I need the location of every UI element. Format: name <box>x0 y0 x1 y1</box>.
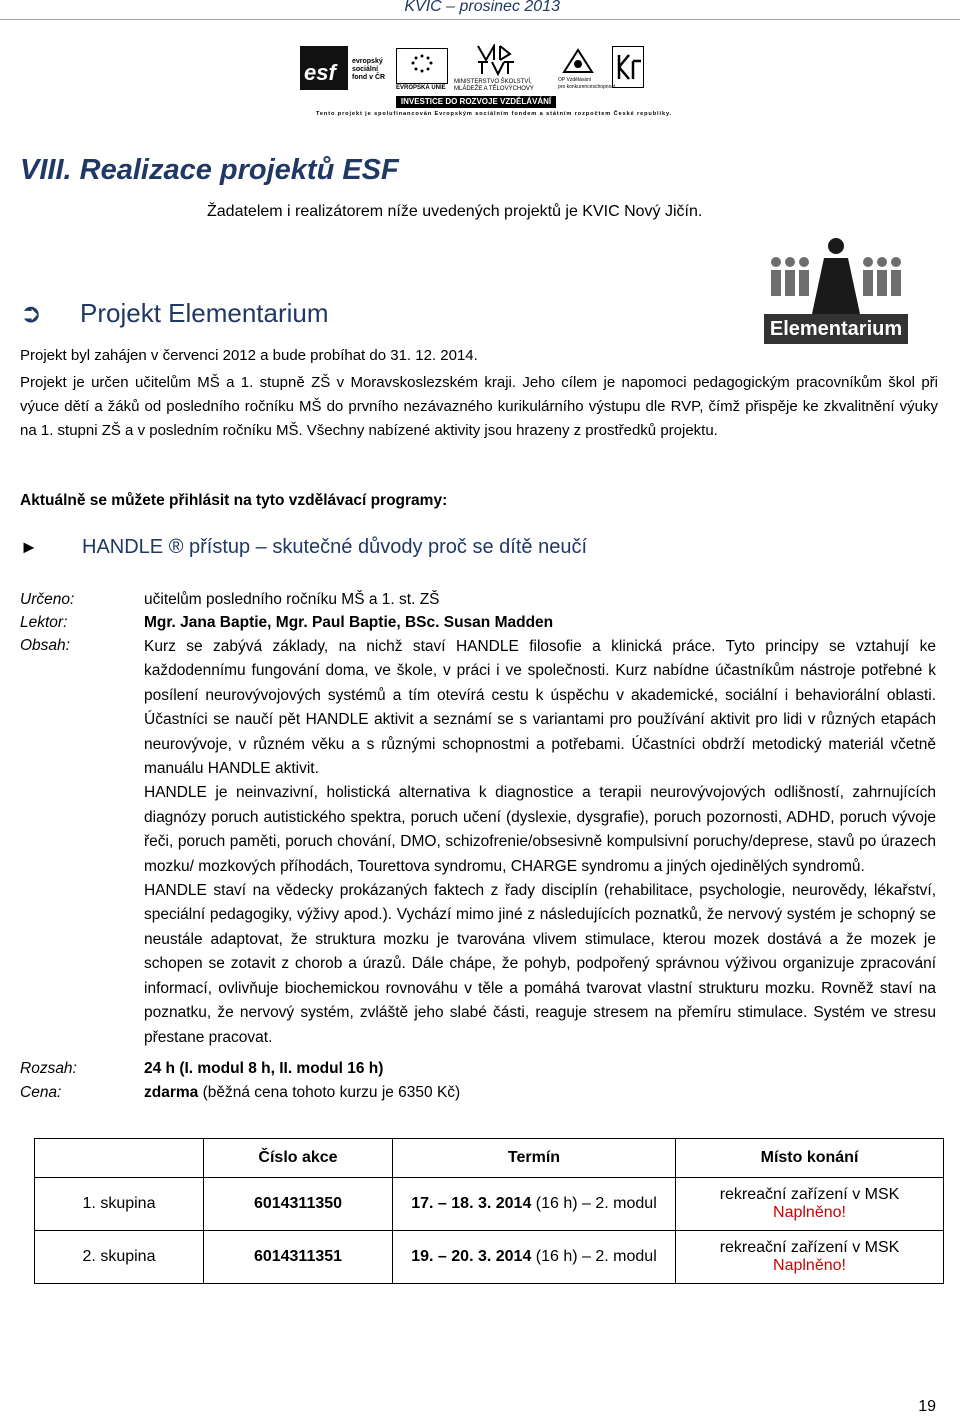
triangle-bullet-icon: ► <box>20 537 38 557</box>
project-goal-text: Jeho cílem je napomoci pedagogickým pracovníkům škol při výuce dětí a žáků od posledního ročníku MŠ do prvního nezávazného kurikulárního výstupu dle RVP, čímž přispěje ke zkvalitnění výuky na 1. stupni ZŠ a v posledním ročníku MŠ. Všechny nabízené aktivity jsou hrazeny z prostředků projektu. <box>20 374 939 439</box>
row-misto-place: rekreační zařízení v MSK <box>719 1186 900 1203</box>
project-heading <box>20 298 329 329</box>
row-misto <box>676 1231 944 1284</box>
project-start-text: Projekt byl zahájen v červenci 2012 a bude probíhat do 31. 12. 2014. <box>20 347 478 364</box>
value-obsah <box>144 635 936 1050</box>
table-header-misto: Místo konání <box>676 1139 944 1178</box>
esf-text <box>352 58 385 82</box>
label-cena: Cena: <box>20 1084 62 1101</box>
row-cislo: 6014311350 <box>204 1178 393 1231</box>
row-termin-dates: 19. – 20. 3. 2014 <box>411 1248 532 1265</box>
table-header-cislo: Číslo akce <box>204 1139 393 1178</box>
page-number: 19 <box>918 1398 936 1415</box>
investice-banner: INVESTICE DO ROZVOJE VZDĚLÁVÁNÍ <box>396 96 556 108</box>
msmt-logo <box>476 44 520 76</box>
course-heading <box>20 536 587 559</box>
label-obsah: Obsah: <box>20 637 70 654</box>
signup-heading: Aktuálně se můžete přihlásit na tyto vzdělávací programy: <box>20 492 448 509</box>
schedule-table <box>34 1138 944 1284</box>
row-status: Naplněno! <box>773 1257 846 1274</box>
label-urceno: Určeno: <box>20 591 75 608</box>
elementarium-logo-text: Elementarium <box>764 314 908 344</box>
cofinance-disclaimer: Tento projekt je spolufinancován Evropským sociálním fondem a státním rozpočtem České republiky. <box>316 111 672 117</box>
row-termin-detail: (16 h) – 2. modul <box>531 1248 657 1265</box>
op-line2: pro konkurenceschopnost <box>558 84 616 90</box>
msmt-icon <box>476 44 520 76</box>
esf-line1: evropský <box>352 58 383 65</box>
header-rule <box>0 19 960 20</box>
esf-logo: esf <box>300 46 348 90</box>
kvic-logo <box>612 46 644 88</box>
kvic-icon <box>613 47 643 87</box>
row-status: Naplněno! <box>773 1204 846 1221</box>
eu-stars-icon <box>397 49 447 83</box>
row-termin-detail: (16 h) – 2. modul <box>531 1195 657 1212</box>
row-termin <box>393 1231 676 1284</box>
label-rozsah: Rozsah: <box>20 1060 77 1077</box>
esf-line2: sociální <box>352 66 379 73</box>
msmt-line1: MINISTERSTVO ŠKOLSTVÍ, <box>454 79 532 85</box>
project-description <box>20 371 938 443</box>
row-group: 1. skupina <box>35 1178 204 1231</box>
value-rozsah: 24 h (I. modul 8 h, II. modul 16 h) <box>144 1060 384 1077</box>
cena-normal-price: (běžná cena tohoto kurzu je 6350 Kč) <box>198 1084 461 1101</box>
table-header-termin: Termín <box>393 1139 676 1178</box>
table-row <box>35 1178 944 1231</box>
row-misto-place: rekreační zařízení v MSK <box>719 1239 900 1256</box>
row-misto <box>676 1178 944 1231</box>
value-cena <box>144 1084 936 1102</box>
obsah-paragraph-3: HANDLE staví na vědecky prokázaných faktech z řady disciplín (rehabilitace, psychologie, neurovědy, lékařství, speciální pedagogiky, výživy apod.). Vychází mimo jiné z následujících poznatků, že nervový systém je schopný se neustále adaptovat, že struktura mozku je tvarována vlivem stimulace, kterou mozek dostává a že mozek je schopen se zotavit z chorob a úrazů. Dále chápe, že pohyb, podpořený správnou výživou organizuje zpracování informací, ovlivňuje biochemickou rovnováhu v těle a pomáhá tvarovat vlastní strukturu mozku. Rovněž staví na poznatku, že nervový systém, zvláště jeho slabé části, reaguje stresem na přemíru stimulace. Systém ve stresu přestane pracovat. <box>144 882 936 1046</box>
row-group: 2. skupina <box>35 1231 204 1284</box>
table-row <box>35 1231 944 1284</box>
msmt-text <box>454 79 534 93</box>
table-header-group <box>35 1139 204 1178</box>
value-lektor: Mgr. Jana Baptie, Mgr. Paul Baptie, BSc. Susan Madden <box>144 614 554 631</box>
section-title: VIII. Realizace projektů ESF <box>20 154 399 186</box>
arrow-bullet-icon: ➲ <box>20 298 42 328</box>
table-header-row <box>35 1139 944 1178</box>
header-title: KVIC – prosinec 2013 <box>404 0 560 15</box>
op-vk-logo <box>562 48 594 74</box>
course-title: HANDLE ® přístup – skutečné důvody proč se dítě neučí <box>82 536 587 558</box>
elementarium-figures-icon <box>764 236 908 316</box>
msmt-line2: MLÁDEŽE A TĚLOVÝCHOVY <box>454 86 534 92</box>
cena-free: zdarma <box>144 1084 199 1101</box>
row-termin-dates: 17. – 18. 3. 2014 <box>411 1195 532 1212</box>
project-title: Projekt Elementarium <box>80 298 329 328</box>
op-text <box>558 77 615 91</box>
label-lektor: Lektor: <box>20 614 68 631</box>
eu-flag-logo <box>396 48 448 84</box>
op-vk-icon <box>562 48 594 74</box>
elementarium-logo <box>764 236 908 346</box>
row-termin <box>393 1178 676 1231</box>
eu-text: EVROPSKÁ UNIE <box>396 85 446 91</box>
logo-strip <box>300 42 672 122</box>
row-cislo: 6014311351 <box>204 1231 393 1284</box>
op-line1: OP Vzdělávání <box>558 77 592 83</box>
project-target-text: Projekt je určen učitelům MŠ a 1. stupně ZŠ v Moravskoslezském kraji. <box>20 374 517 391</box>
obsah-paragraph-1: Kurz se zabývá základy, na nichž staví HANDLE filosofie a klinická práce. Tyto principy se vztahují ke každodennímu fungování doma, ve škole, v práci i ve společnosti. Kurz nabídne účastníkům nástroje potřebné k posílení neurovývojových systémů a tím otevírá cestu k úspěchu v akademické, sociální i behaviorální oblasti. Účastníci se naučí pět HANDLE aktivit a seznámí se s variantami pro používání aktivit pro lidi v různých etapách neurovývoje, v různém věku a s různými schopnostmi a potřebami. Účastníci obdrží metodický materiál včetně manuálu HANDLE aktivit. <box>144 638 936 778</box>
esf-line3: fond v ČR <box>352 74 386 81</box>
value-urceno: učitelům posledního ročníku MŠ a 1. st. ZŠ <box>144 591 440 608</box>
obsah-paragraph-2: HANDLE je neinvazivní, holistická alternativa k diagnostice a terapii neurovývojových odlišností, zahrnujících diagnózy poruch autistického spektra, poruch učení (dyslexie, dysgrafie), poruch pozornosti, ADHD, poruch vývoje řeči, poruch paměti, poruch chování, DMO, schizofrenie/obsesivně kompulsivní poruchy/deprese, stavů po úrazech mozku/ mozkových příhodách, Tourettova syndromu, CHARGE syndromu a jiných ojedinělých syndromů. <box>144 784 936 875</box>
section-intro: Žadatelem i realizátorem níže uvedených projektů je KVIC Nový Jičín. <box>207 203 703 220</box>
page-header <box>0 0 960 20</box>
